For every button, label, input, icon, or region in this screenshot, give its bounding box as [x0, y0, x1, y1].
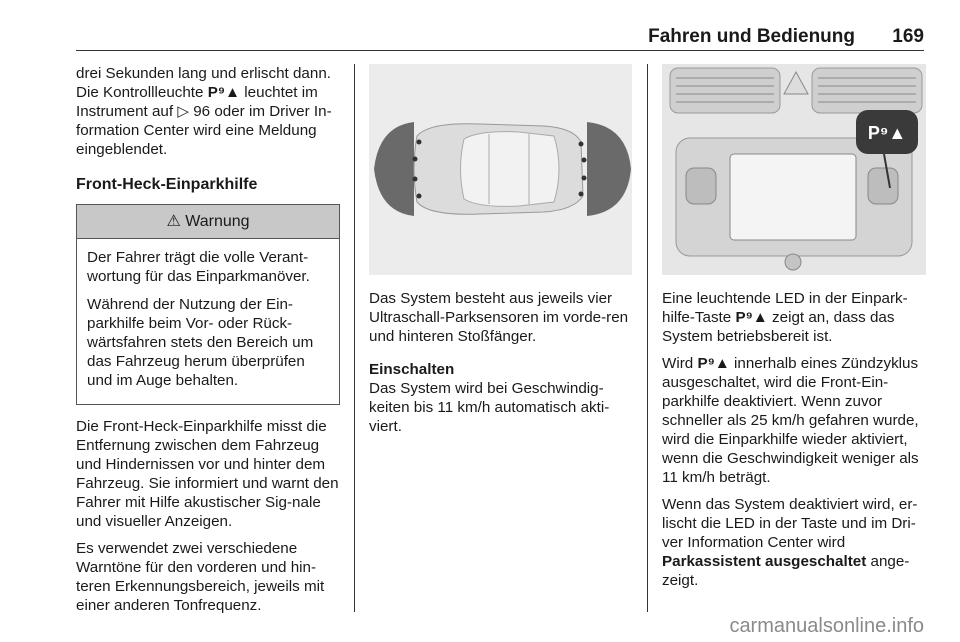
- column-divider-right: [647, 64, 648, 612]
- warning-header: [77, 205, 339, 239]
- car-roof: [461, 132, 560, 207]
- activation-paragraph: Das System wird bei Geschwindig-keiten bis 11 km/h automatisch akti-viert.: [369, 380, 610, 435]
- left-air-vent: [670, 68, 780, 113]
- warning-box: [76, 204, 340, 405]
- right-air-vent: [812, 68, 922, 113]
- warning-tones-paragraph: Es verwendet zwei verschiedene Warntöne für den vorderen und hin-teren Erkennungsbereich, jeweils mit einer anderen Tonfrequenz.: [76, 540, 325, 614]
- park-assist-symbol: P⁹▲: [207, 84, 241, 101]
- display-message: Parkassistent ausgeschaltet: [662, 553, 867, 570]
- park-assist-symbol: P⁹▲: [735, 309, 768, 326]
- page-reference: ▷ 96: [177, 103, 211, 120]
- section-heading: Front-Heck-Einparkhilfe: [76, 176, 258, 193]
- system-description: Das System besteht aus jeweils vier Ultraschall-Parksensoren im vorde-ren und hinteren Stoßfänger.: [369, 290, 629, 345]
- led-paragraph: Eine leuchtende LED in der Einpark-hilfe-Taste P⁹▲ zeigt an, dass das System betriebsbereit ist.: [662, 290, 908, 345]
- watermark: carmanualsonline.info: [729, 615, 924, 637]
- park-assist-button-label: P⁹▲: [867, 123, 907, 143]
- rear-sensor-zone: [587, 122, 631, 216]
- warning-text-1: Der Fahrer trägt die volle Verant-wortung für das Einparkmanöver.: [87, 249, 310, 285]
- deactivation-paragraph: Wird P⁹▲ innerhalb eines Zündzyklus ausgeschaltet, wird die Front-Ein-parkhilfe deaktiviert. Wenn zuvor schneller als 25 km/h gefahren wurde, wird die Einparkhilfe wieder aktiviert, wenn die Geschwindigkeit weniger als 11 km/h beträgt.: [662, 355, 919, 486]
- column-left: [76, 64, 341, 623]
- column-right: [662, 64, 926, 598]
- dashboard-figure: [662, 64, 926, 275]
- led-off-paragraph: Wenn das System deaktiviert wird, er-lischt die LED in der Taste und im Dri-ver Information Center wird Parkassistent ausgeschaltet ange-zeigt.: [662, 496, 918, 589]
- column-middle: [369, 64, 632, 444]
- park-assist-symbol: P⁹▲: [697, 355, 730, 372]
- header-divider: [76, 50, 924, 51]
- dashboard-illustration: [662, 64, 926, 275]
- page-header-title: Fahren und Bedienung: [648, 26, 855, 47]
- warning-icon: ⚠: [166, 213, 181, 230]
- car-top-view-illustration: [369, 64, 632, 275]
- warning-title: Warnung: [185, 213, 250, 230]
- column-divider-left: [354, 64, 355, 612]
- warning-body: [77, 239, 339, 404]
- page-number: 169: [892, 26, 924, 47]
- intro-paragraph: drei Sekunden lang und erlischt dann. Die Kontrollleuchte P⁹▲ leuchtet im Instrument auf ▷ 96 oder im Driver In-formation Center wird eine Meldung eingeblendet.: [76, 65, 332, 158]
- parking-sensor-figure: [369, 64, 632, 275]
- infotainment-screen: [730, 154, 856, 240]
- subheading-einschalten: Einschalten: [369, 361, 455, 378]
- description-paragraph: Die Front-Heck-Einparkhilfe misst die Entfernung zwischen dem Fahrzeug und Hindernissen vor und hinter dem Fahrzeug. Sie informiert und warnt den Fahrer mit Hilfe akustischer Sig-nale und visueller Anzeigen.: [76, 418, 339, 530]
- warning-text-2: Während der Nutzung der Ein-parkhilfe beim Vor- oder Rück-wärtsfahren stets den Bereich um das Fahrzeug herum überprüfen und im Auge behalten.: [87, 296, 314, 389]
